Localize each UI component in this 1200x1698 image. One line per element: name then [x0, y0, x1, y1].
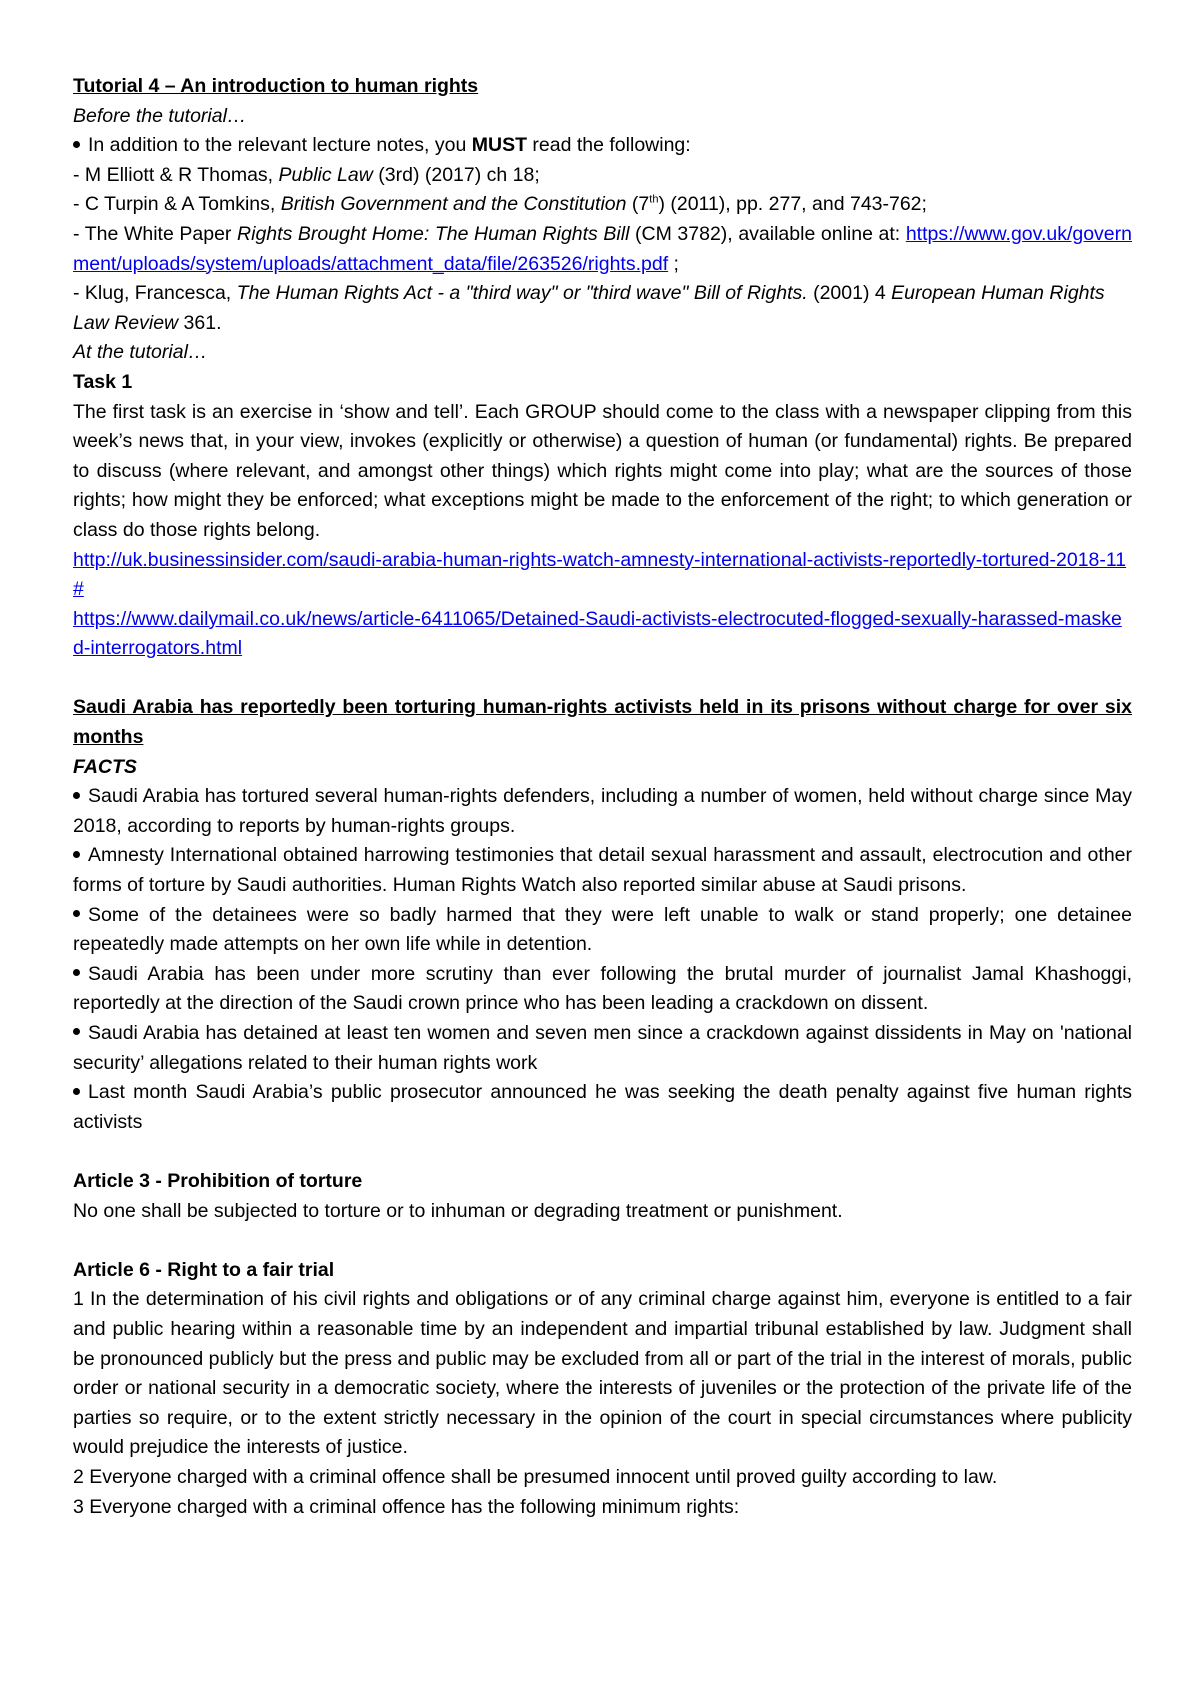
- spacer: [73, 1226, 1132, 1256]
- reading-4-title: The Human Rights Act - a "third way" or "third wave" Bill of Rights.: [236, 282, 808, 305]
- reading-1-details: (3rd) (2017) ch 18;: [372, 163, 540, 186]
- fact-text: Last month Saudi Arabia’s public prosecutor announced he was seeking the death penalty against five human rights activists: [73, 1081, 1132, 1133]
- reading-2-title: British Government and the Constitution: [280, 193, 627, 216]
- bullet-icon: [73, 1088, 80, 1095]
- reading-item-3: [73, 220, 1132, 279]
- article3-heading: Article 3 - Prohibition of torture: [73, 1169, 363, 1192]
- task1-heading: Task 1: [73, 370, 133, 393]
- fact-item: [73, 782, 1132, 841]
- article6-para-3: 3 Everyone charged with a criminal offence has the following minimum rights:: [73, 1495, 740, 1518]
- article6-para-2: 2 Everyone charged with a criminal offence shall be presumed innocent until proved guilty according to law.: [73, 1465, 998, 1488]
- bullet-icon: [73, 1028, 80, 1035]
- facts-label: FACTS: [73, 755, 137, 778]
- article-headline: Saudi Arabia has reportedly been torturing human-rights activists held in its prisons without charge for over six months: [73, 696, 1132, 749]
- reading-1-title: Public Law: [278, 163, 373, 186]
- businessinsider-link[interactable]: http://uk.businessinsider.com/saudi-arabia-human-rights-watch-amnesty-international-activists-reportedly-tortured-2018-11#: [73, 548, 1127, 601]
- must-emphasis: MUST: [471, 134, 527, 157]
- reading-item-2: [73, 190, 1132, 220]
- before-tutorial-label: Before the tutorial…: [73, 104, 247, 127]
- page-title: Tutorial 4 – An introduction to human rights: [73, 75, 479, 97]
- spacer: [73, 664, 1132, 694]
- reading-3-author: - The White Paper: [73, 222, 238, 245]
- bullet-icon: [73, 969, 80, 976]
- fact-text: Amnesty International obtained harrowing testimonies that detail sexual harassment and assault, electrocution and other forms of torture by Saudi authorities. Human Rights Watch also reported similar abuse at Saudi prisons.: [73, 844, 1132, 897]
- white-paper-link[interactable]: https://www.gov.uk/government/uploads/system/uploads/attachment_data/file/263526/rights.pdf: [73, 222, 1132, 275]
- reading-4-journal: European Human Rights Law Review: [73, 282, 1105, 334]
- fact-item: [73, 1019, 1132, 1078]
- bullet-icon: [73, 792, 80, 799]
- fact-text: Some of the detainees were so badly harmed that they were left unable to walk or stand properly; one detainee repeatedly made attempts on her own life while in detention.: [73, 903, 1132, 956]
- fact-item: [73, 960, 1132, 1019]
- reading-2-details: ) (2011), pp. 277, and 743-762;: [658, 193, 927, 216]
- fact-item: [73, 1078, 1132, 1137]
- article3-body: No one shall be subjected to torture or to inhuman or degrading treatment or punishment.: [73, 1199, 843, 1222]
- reading-item-1: [73, 161, 1132, 191]
- dailymail-link[interactable]: https://www.dailymail.co.uk/news/article-6411065/Detained-Saudi-activists-electrocuted-flogged-sexually-harassed-masked-interrogators.html: [73, 607, 1122, 660]
- fact-text: Saudi Arabia has been under more scrutiny than ever following the brutal murder of journalist Jamal Khashoggi, reportedly at the direction of the Saudi crown prince who has been leading a crackdown on dissent.: [73, 962, 1132, 1015]
- reading-2-author: - C Turpin & A Tomkins,: [73, 193, 281, 216]
- reading-3-details: (CM 3782), available online at:: [629, 222, 906, 245]
- reading-4-page: 361.: [178, 311, 222, 334]
- bullet-icon: [73, 141, 80, 148]
- spacer: [73, 1137, 1132, 1167]
- task1-body: The first task is an exercise in ‘show and tell’. Each GROUP should come to the class with a newspaper clipping from this week’s news that, in your view, invokes (explicitly or otherwise) a question of human (or fundamental) rights. Be prepared to discuss (where relevant, and amongst other things) which rights might come into play; what are the sources of those rights; how might they be enforced; what exceptions might be made to the enforcement of the right; to which generation or class do those rights belong.: [73, 400, 1132, 541]
- article6-heading: Article 6 - Right to a fair trial: [73, 1258, 335, 1281]
- bullet-icon: [73, 910, 80, 917]
- article6-para-1: 1 In the determination of his civil rights and obligations or of any criminal charge against him, everyone is entitled to a fair and public hearing within a reasonable time by an independent and impartial tribunal established by law. Judgment shall be pronounced publicly but the press and public may be excluded from all or part of the trial in the interest of morals, public order or national security in a democratic society, where the interests of juveniles or the protection of the private life of the parties so require, or to the extent strictly necessary in the opinion of the court in special circumstances where publicity would prejudice the interests of justice.: [73, 1288, 1132, 1459]
- fact-text: Saudi Arabia has tortured several human-rights defenders, including a number of women, held without charge since May 2018, according to reports by human-rights groups.: [73, 785, 1132, 837]
- fact-text: Saudi Arabia has detained at least ten women and seven men since a crackdown against dissidents in May on 'national security’ allegations related to their human rights work: [73, 1022, 1132, 1074]
- reading-intro-text-end: read the following:: [527, 134, 691, 157]
- at-tutorial-label: At the tutorial…: [73, 341, 208, 364]
- reading-3-end: ;: [668, 252, 679, 275]
- reading-3-title: Rights Brought Home: The Human Rights Bill: [237, 222, 630, 245]
- reading-item-4: [73, 279, 1132, 338]
- reading-2-edition: (7: [626, 193, 650, 216]
- reading-4-volume: (2001) 4: [807, 282, 892, 305]
- reading-intro-text: In addition to the relevant lecture notes, you: [88, 134, 472, 157]
- bullet-icon: [73, 851, 80, 858]
- fact-item: [73, 841, 1132, 900]
- fact-item: [73, 901, 1132, 960]
- reading-2-sup: th: [649, 193, 659, 206]
- reading-1-author: - M Elliott & R Thomas,: [73, 163, 279, 186]
- reading-4-author: - Klug, Francesca,: [73, 282, 237, 305]
- reading-intro: [73, 131, 1132, 161]
